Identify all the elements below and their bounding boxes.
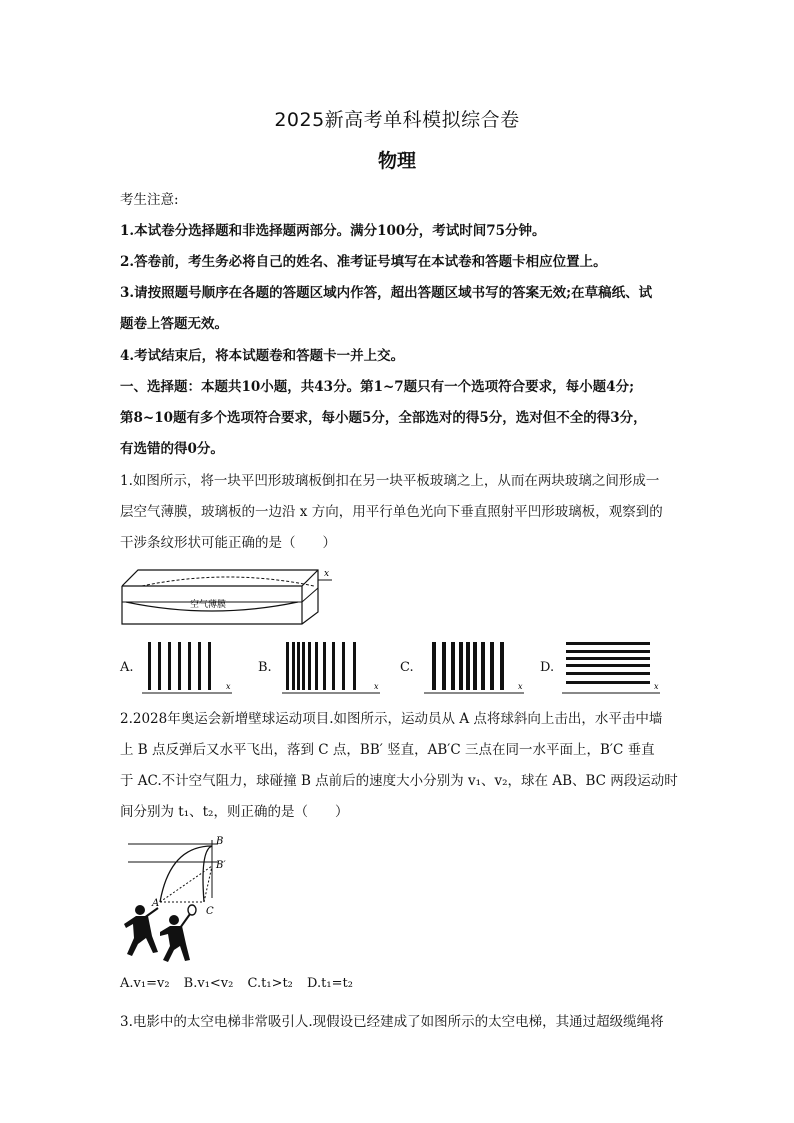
exam-title: 2025新高考单科模拟综合卷 <box>274 109 520 131</box>
notice-heading: 考生注意: <box>120 192 179 208</box>
subject-title: 物理 <box>377 150 416 172</box>
q1-line-1: 1.如图所示，将一块平凹形玻璃板倒扣在另一块平板玻璃之上，从而在两块玻璃之间形成一 <box>120 473 660 489</box>
film-label: 空气薄膜 <box>190 600 227 610</box>
label-a: A <box>152 898 160 909</box>
q2-answer-a: A.v₁=v₂ <box>120 976 170 991</box>
label-b: B <box>216 836 224 847</box>
q2-line-4: 间分别为 t₁、t₂，则正确的是（ ） <box>120 804 349 820</box>
q1-b-axis: x <box>374 682 379 691</box>
q2-answer-b: B.v₁<v₂ <box>183 976 234 991</box>
q1-c-axis: x <box>518 682 523 691</box>
notice-item-3: 3.请按照题号顺序在各题的答题区域内作答，超出答题区域书写的答案无效;在草稿纸、试 <box>120 285 653 301</box>
section-line-2: 第8~10题有多个选项符合要求，每小题5分，全部选对的得5分，选对但不全的得3分， <box>120 410 647 426</box>
q2-squash-figure <box>118 832 248 966</box>
q3-line-1: 3.电影中的太空电梯非常吸引人.现假设已经建成了如图所示的太空电梯，其通过超级缆绳将 <box>120 1014 664 1030</box>
q1-a-axis: x <box>226 682 231 691</box>
q1-option-b-label: B. <box>258 660 272 675</box>
notice-item-4: 4.考试结束后，将本试题卷和答题卡一并上交。 <box>120 348 405 364</box>
q2-line-2: 上 B 点反弹后又水平飞出，落到 C 点，BB′ 竖直，AB′C 三点在同一水平面上，B′C 垂直 <box>120 742 655 758</box>
q1-option-a-label: A. <box>120 660 134 675</box>
section-line-3: 有选错的得0分。 <box>120 441 224 457</box>
q1-option-b-fringes <box>280 636 384 698</box>
q2-answer-row <box>120 976 363 991</box>
q1-option-c-label: C. <box>400 660 414 675</box>
q1-line-3: 干涉条纹形状可能正确的是（ ） <box>120 535 336 551</box>
q2-line-3: 于 AC.不计空气阻力，球碰撞 B 点前后的速度大小分别为 v₁、v₂，球在 AB、BC 两段运动时 <box>120 773 678 789</box>
q1-option-a-fringes <box>138 636 238 698</box>
q1-option-c-fringes <box>420 636 530 698</box>
q2-answer-c: C.t₁>t₂ <box>247 976 293 991</box>
notice-item-2: 2.答卷前，考生务必将自己的姓名、准考证号填写在本试卷和答题卡相应位置上。 <box>120 254 607 270</box>
notice-item-3-cont: 题卷上答题无效。 <box>120 316 228 332</box>
q2-line-1: 2.2028年奥运会新增壁球运动项目.如图所示，运动员从 A 点将球斜向上击出，水平击中墙 <box>120 711 663 727</box>
notice-item-1: 1.本试卷分选择题和非选择题两部分。满分100分，考试时间75分钟。 <box>120 223 546 239</box>
q1-option-d-fringes <box>560 636 664 698</box>
axis-x-label: x <box>324 569 330 579</box>
players-silhouette <box>124 905 196 962</box>
q1-line-2: 层空气薄膜，玻璃板的一边沿 x 方向，用平行单色光向下垂直照射平凹形玻璃板，观察到的 <box>120 504 663 520</box>
label-b-prime: B′ <box>216 860 226 871</box>
q1-d-axis: x <box>654 682 659 691</box>
q2-answer-d: D.t₁=t₂ <box>307 976 353 991</box>
section-line-1: 一、选择题：本题共10小题，共43分。第1~7题只有一个选项符合要求，每小题4分; <box>120 379 635 395</box>
q1-glass-figure <box>118 562 338 628</box>
label-c: C <box>206 906 214 917</box>
q1-option-d-label: D. <box>540 660 555 675</box>
